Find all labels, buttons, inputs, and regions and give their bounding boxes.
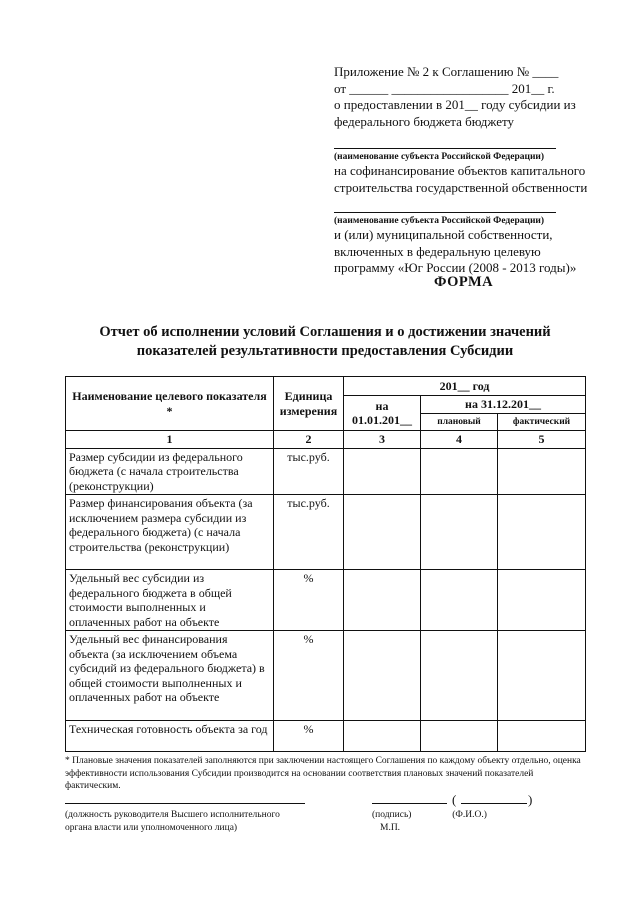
- table-row: [66, 570, 586, 631]
- header-year: 201__ год: [344, 377, 586, 396]
- row-value-actual: [498, 631, 586, 721]
- appendix-line-8: включенных в федеральную целевую: [334, 243, 541, 259]
- appendix-line-9: программу «Юг России (2008 - 2013 годы)»: [334, 260, 577, 275]
- name-close-paren: ): [528, 792, 533, 807]
- footnote: * Плановые значения показателей заполняются при заключении настоящего Соглашения по каждому объекту отдельно, оценка эффективности использования Субсидии производится на основании соответствия плановых значений показателей фактическим.: [65, 756, 581, 791]
- header-end-date: на 31.12.201__: [421, 396, 586, 414]
- header-unit: Единица измерения: [274, 377, 344, 431]
- row-value-start: [344, 631, 421, 721]
- appendix-block: [334, 64, 624, 277]
- position-caption-line-2: органа власти или уполномоченного лица): [65, 823, 238, 833]
- caption-subject-1: (наименование субъекта Российской Федерации): [334, 152, 545, 162]
- appendix-line-2: от ______ __________________ 201__ г.: [334, 80, 555, 96]
- appendix-line-6: строительства государственной обственности: [334, 179, 588, 195]
- row-indicator-name: Техническая готовность объекта за год: [66, 721, 274, 752]
- header-actual: фактический: [498, 413, 586, 431]
- row-unit: тыс.руб.: [274, 495, 344, 570]
- col-number-3: 3: [344, 431, 421, 449]
- report-table: [65, 376, 586, 752]
- row-value-start: [344, 448, 421, 495]
- row-value-planned: [421, 495, 498, 570]
- row-value-actual: [498, 721, 586, 752]
- row-value-planned: [421, 570, 498, 631]
- table-row: [66, 495, 586, 570]
- row-value-planned: [421, 721, 498, 752]
- col-number-5: 5: [498, 431, 586, 449]
- signature-line: [372, 803, 447, 804]
- report-title-line-2: показателей результативности предоставления Субсидии: [136, 343, 514, 359]
- name-caption: (Ф.И.О.): [452, 810, 487, 820]
- row-unit: %: [274, 721, 344, 752]
- appendix-line-7: и (или) муниципальной собственности,: [334, 227, 553, 242]
- row-unit: %: [274, 570, 344, 631]
- report-title: [60, 323, 590, 361]
- col-number-4: 4: [421, 431, 498, 449]
- row-indicator-name: Размер субсидии из федерального бюджета (с начала строительства (реконструкции): [66, 448, 274, 495]
- report-title-line-1: Отчет об исполнении условий Соглашения и о достижении значений: [99, 324, 551, 340]
- header-planned: плановый: [421, 413, 498, 431]
- row-indicator-name: Удельный вес финансирования объекта (за исключением объема субсидий из федерального бюджета) в общей стоимости выполненных и оплаченных работ на объекте: [66, 631, 274, 721]
- blank-line-2: [334, 212, 556, 213]
- stamp-label: М.П.: [380, 823, 401, 833]
- row-value-planned: [421, 631, 498, 721]
- form-label: ФОРМА: [434, 274, 494, 290]
- header-start-date: на 01.01.201__: [344, 396, 421, 431]
- appendix-line-5: на софинансирование объектов капитального: [334, 163, 586, 178]
- row-indicator-name: Размер финансирования объекта (за исключением размера субсидии из федерального бюджета) (с начала строительства (реконструкции): [66, 495, 274, 570]
- position-caption-line-1: (должность руководителя Высшего исполнительного: [65, 810, 280, 820]
- table-row: [66, 631, 586, 721]
- row-value-actual: [498, 448, 586, 495]
- name-open-paren: (: [452, 792, 457, 807]
- position-signature-line: [65, 803, 305, 804]
- blank-line-1: [334, 148, 556, 149]
- name-line: [461, 803, 527, 804]
- header-indicator-name: Наименование целевого показателя *: [66, 377, 274, 431]
- signature-captions: [372, 809, 487, 835]
- row-value-start: [344, 721, 421, 752]
- position-caption: [65, 809, 280, 835]
- row-value-start: [344, 495, 421, 570]
- row-value-planned: [421, 448, 498, 495]
- row-unit: %: [274, 631, 344, 721]
- appendix-line-1: Приложение № 2 к Соглашению № ____: [334, 64, 559, 79]
- appendix-line-4: федерального бюджета бюджету: [334, 113, 515, 129]
- row-unit: тыс.руб.: [274, 448, 344, 495]
- sign-caption: (подпись): [372, 810, 412, 820]
- row-value-start: [344, 570, 421, 631]
- row-indicator-name: Удельный вес субсидии из федерального бюджета в общей стоимости выполненных и оплаченных работ на объекте: [66, 570, 274, 631]
- col-number-2: 2: [274, 431, 344, 449]
- caption-subject-2: (наименование субъекта Российской Федерации): [334, 216, 545, 226]
- table-row: [66, 721, 586, 752]
- row-value-actual: [498, 495, 586, 570]
- col-number-1: 1: [66, 431, 274, 449]
- table-row: [66, 448, 586, 495]
- appendix-line-3: о предоставлении в 201__ году субсидии из: [334, 97, 576, 112]
- row-value-actual: [498, 570, 586, 631]
